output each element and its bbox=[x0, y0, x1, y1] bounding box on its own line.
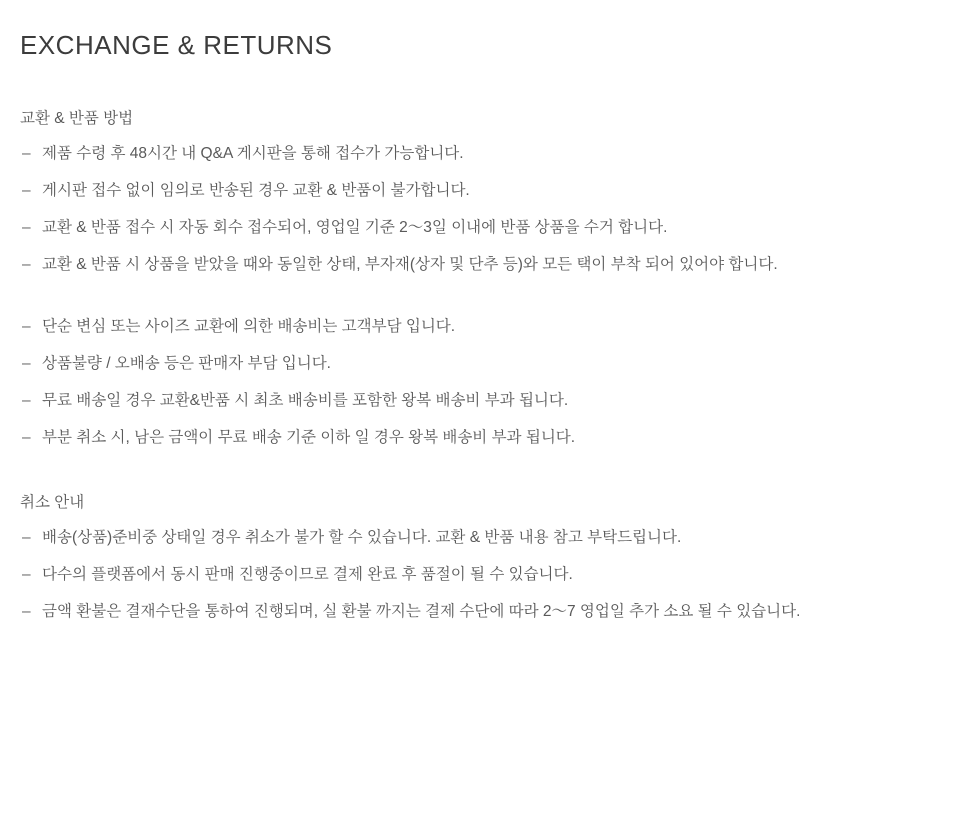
list-item-text: 상품불량 / 오배송 등은 판매자 부담 입니다. bbox=[42, 354, 331, 372]
section-heading: 취소 안내 bbox=[20, 493, 85, 511]
section-heading: 교환 & 반품 방법 bbox=[20, 110, 134, 128]
dash-bullet-icon: – bbox=[22, 145, 31, 163]
section-cancellation bbox=[20, 491, 940, 624]
dash-bullet-icon: – bbox=[22, 528, 31, 546]
list-item bbox=[20, 352, 940, 376]
policy-list-group-2 bbox=[20, 315, 940, 450]
list-item bbox=[20, 426, 940, 450]
list-item-text: 제품 수령 후 48시간 내 Q&A 게시판을 통해 접수가 가능합니다. bbox=[42, 145, 464, 163]
list-item bbox=[20, 600, 940, 624]
list-item bbox=[20, 216, 940, 240]
dash-bullet-icon: – bbox=[22, 391, 31, 409]
list-item bbox=[20, 142, 940, 166]
list-item-text: 배송(상품)준비중 상태일 경우 취소가 불가 할 수 있습니다. 교환 & 반품 내용 참고 부탁드립니다. bbox=[42, 528, 682, 546]
list-item-text: 부분 취소 시, 남은 금액이 무료 배송 기준 이하 일 경우 왕복 배송비 부과 됩니다. bbox=[42, 428, 576, 446]
dash-bullet-icon: – bbox=[22, 565, 31, 583]
list-item bbox=[20, 179, 940, 203]
dash-bullet-icon: – bbox=[22, 219, 31, 237]
policy-list-group-3 bbox=[20, 526, 940, 624]
list-item-text: 무료 배송일 경우 교환&반품 시 최초 배송비를 포함한 왕복 배송비 부과 됩니다. bbox=[42, 391, 569, 409]
section-spacer bbox=[20, 463, 940, 491]
group-spacer bbox=[20, 291, 940, 315]
dash-bullet-icon: – bbox=[22, 354, 31, 372]
list-item-text: 단순 변심 또는 사이즈 교환에 의한 배송비는 고객부담 입니다. bbox=[42, 317, 456, 335]
page-title: EXCHANGE & RETURNS bbox=[20, 30, 333, 60]
dash-bullet-icon: – bbox=[22, 182, 31, 200]
list-item-text: 게시판 접수 없이 임의로 반송된 경우 교환 & 반품이 불가합니다. bbox=[42, 182, 470, 200]
list-item bbox=[20, 389, 940, 413]
list-item-text: 교환 & 반품 접수 시 자동 회수 접수되어, 영업일 기준 2〜3일 이내에 반품 상품을 수거 합니다. bbox=[42, 219, 668, 237]
dash-bullet-icon: – bbox=[22, 602, 31, 620]
dash-bullet-icon: – bbox=[22, 317, 31, 335]
list-item-text: 금액 환불은 결재수단을 통하여 진행되며, 실 환불 까지는 결제 수단에 따라 2〜7 영업일 추가 소요 될 수 있습니다. bbox=[42, 602, 801, 620]
dash-bullet-icon: – bbox=[22, 256, 31, 274]
dash-bullet-icon: – bbox=[22, 428, 31, 446]
list-item bbox=[20, 563, 940, 587]
list-item-text: 다수의 플랫폼에서 동시 판매 진행중이므로 결제 완료 후 품절이 될 수 있습니다. bbox=[42, 565, 573, 583]
list-item bbox=[20, 315, 940, 339]
list-item bbox=[20, 526, 940, 550]
list-item bbox=[20, 253, 940, 277]
list-item-text: 교환 & 반품 시 상품을 받았을 때와 동일한 상태, 부자재(상자 및 단추 등)와 모든 택이 부착 되어 있어야 합니다. bbox=[42, 256, 778, 274]
section-exchange-returns bbox=[20, 107, 940, 449]
policy-list-group-1 bbox=[20, 142, 940, 277]
